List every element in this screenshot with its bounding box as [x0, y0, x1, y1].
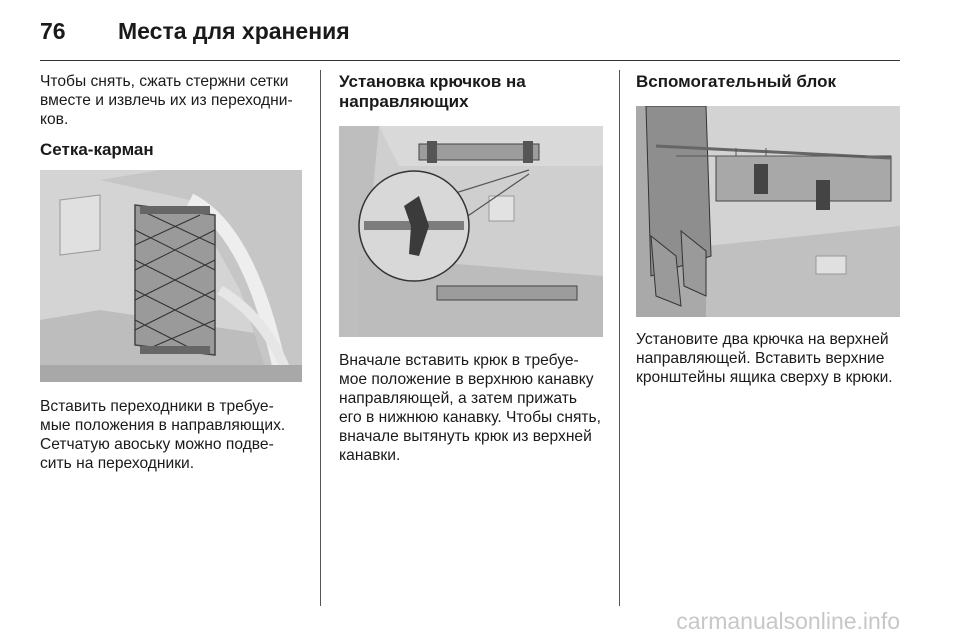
column-2 [339, 72, 603, 465]
column-1 [40, 72, 302, 473]
hooks-on-rails-illustration [339, 126, 603, 337]
net-pocket-illustration [40, 170, 302, 382]
section-heading-net-pocket: Сетка-карман [40, 140, 154, 159]
column-divider [320, 70, 321, 606]
page-number: 76 [40, 18, 66, 44]
watermark: carmanualsonline.info [676, 608, 900, 634]
column-3 [636, 72, 902, 387]
page-title: Места для хранения [118, 18, 350, 44]
section-heading-hooks: Установка крючков на направляющих [339, 72, 526, 111]
header-rule [40, 60, 900, 61]
net-pocket-paragraph: Вставить переходники в требуе-мые положения в направляющих. Сетчатую авоську можно подве-сить на переходники. [40, 398, 286, 472]
column-divider [619, 70, 620, 606]
hooks-paragraph: Вначале вставить крюк в требуе-мое положение в верхнюю канавку направляющей, а затем прижать его в нижнюю канавку. Чтобы снять, вначале вытянуть крюк из верхней канавки. [339, 352, 601, 464]
page-header [40, 18, 900, 58]
aux-box-paragraph: Установите два крючка на верхней направляющей. Вставить верхние кронштейны ящика сверху в крюки. [636, 331, 893, 386]
auxiliary-box-illustration [636, 106, 900, 317]
section-heading-aux-box: Вспомогательный блок [636, 72, 836, 91]
intro-paragraph: Чтобы снять, сжать стержни сетки вместе и извлечь их из переходни-ков. [40, 73, 293, 128]
